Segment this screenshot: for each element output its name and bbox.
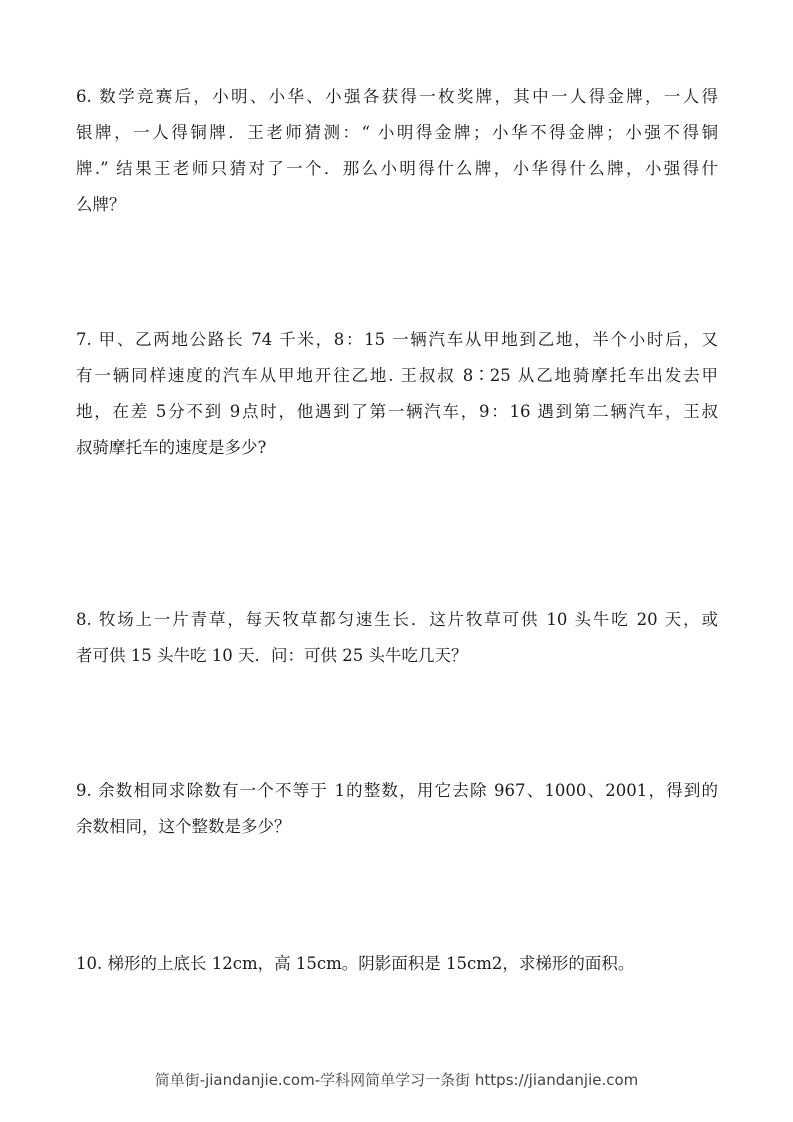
problem-6 (76, 79, 718, 223)
problem-line: 者可供 15 头牛吃 10 天．问：可供 25 头牛吃几天？ (76, 646, 468, 665)
page-footer: 简单街-jiandanjie.com-学科网简单学习一条街 https://jiandanjie.com (154, 1071, 639, 1089)
problem-line: 10. 梯形的上底长 12cm，高 15cm。阴影面积是 15cm2，求梯形的面积。 (76, 954, 635, 973)
problem-line: 7. 甲、乙两地公路长 74 千米，8：15 一辆汽车从甲地到乙地，半个小时后，又 (76, 330, 718, 349)
problem-7 (76, 322, 718, 466)
problem-line: 叔骑摩托车的速度是多少? (76, 438, 267, 457)
problem-line: 8. 牧场上一片青草，每天牧草都匀速生长．这片牧草可供 10 头牛吃 20 天，或 (76, 610, 718, 629)
problem-line: 牌.” 结果王老师只猜对了一个．那么小明得什么牌，小华得什么牌，小强得什 (76, 159, 718, 178)
problem-line: 有一辆同样速度的汽车从甲地开往乙地. 王叔叔 8∶25 从乙地骑摩托车出发去甲 (76, 366, 718, 385)
problem-line: 9. 余数相同求除数有一个不等于 1的整数，用它去除 967、1000、2001，得到的 (76, 781, 718, 800)
problem-line: 余数相同，这个整数是多少？ (76, 817, 291, 836)
problem-line: 么牌？ (76, 195, 126, 214)
problem-line: 银牌，一人得铜牌．王老师猜测：“ 小明得金牌；小华不得金牌；小强不得铜 (76, 123, 718, 142)
problem-line: 6. 数学竞赛后，小明、小华、小强各获得一枚奖牌，其中一人得金牌，一人得 (76, 87, 718, 106)
problem-8 (76, 602, 718, 674)
problem-10 (76, 946, 718, 982)
problem-line: 地，在差 5分不到 9点时，他遇到了第一辆汽车，9：16 遇到第二辆汽车，王叔 (76, 402, 718, 421)
problem-9 (76, 773, 718, 845)
